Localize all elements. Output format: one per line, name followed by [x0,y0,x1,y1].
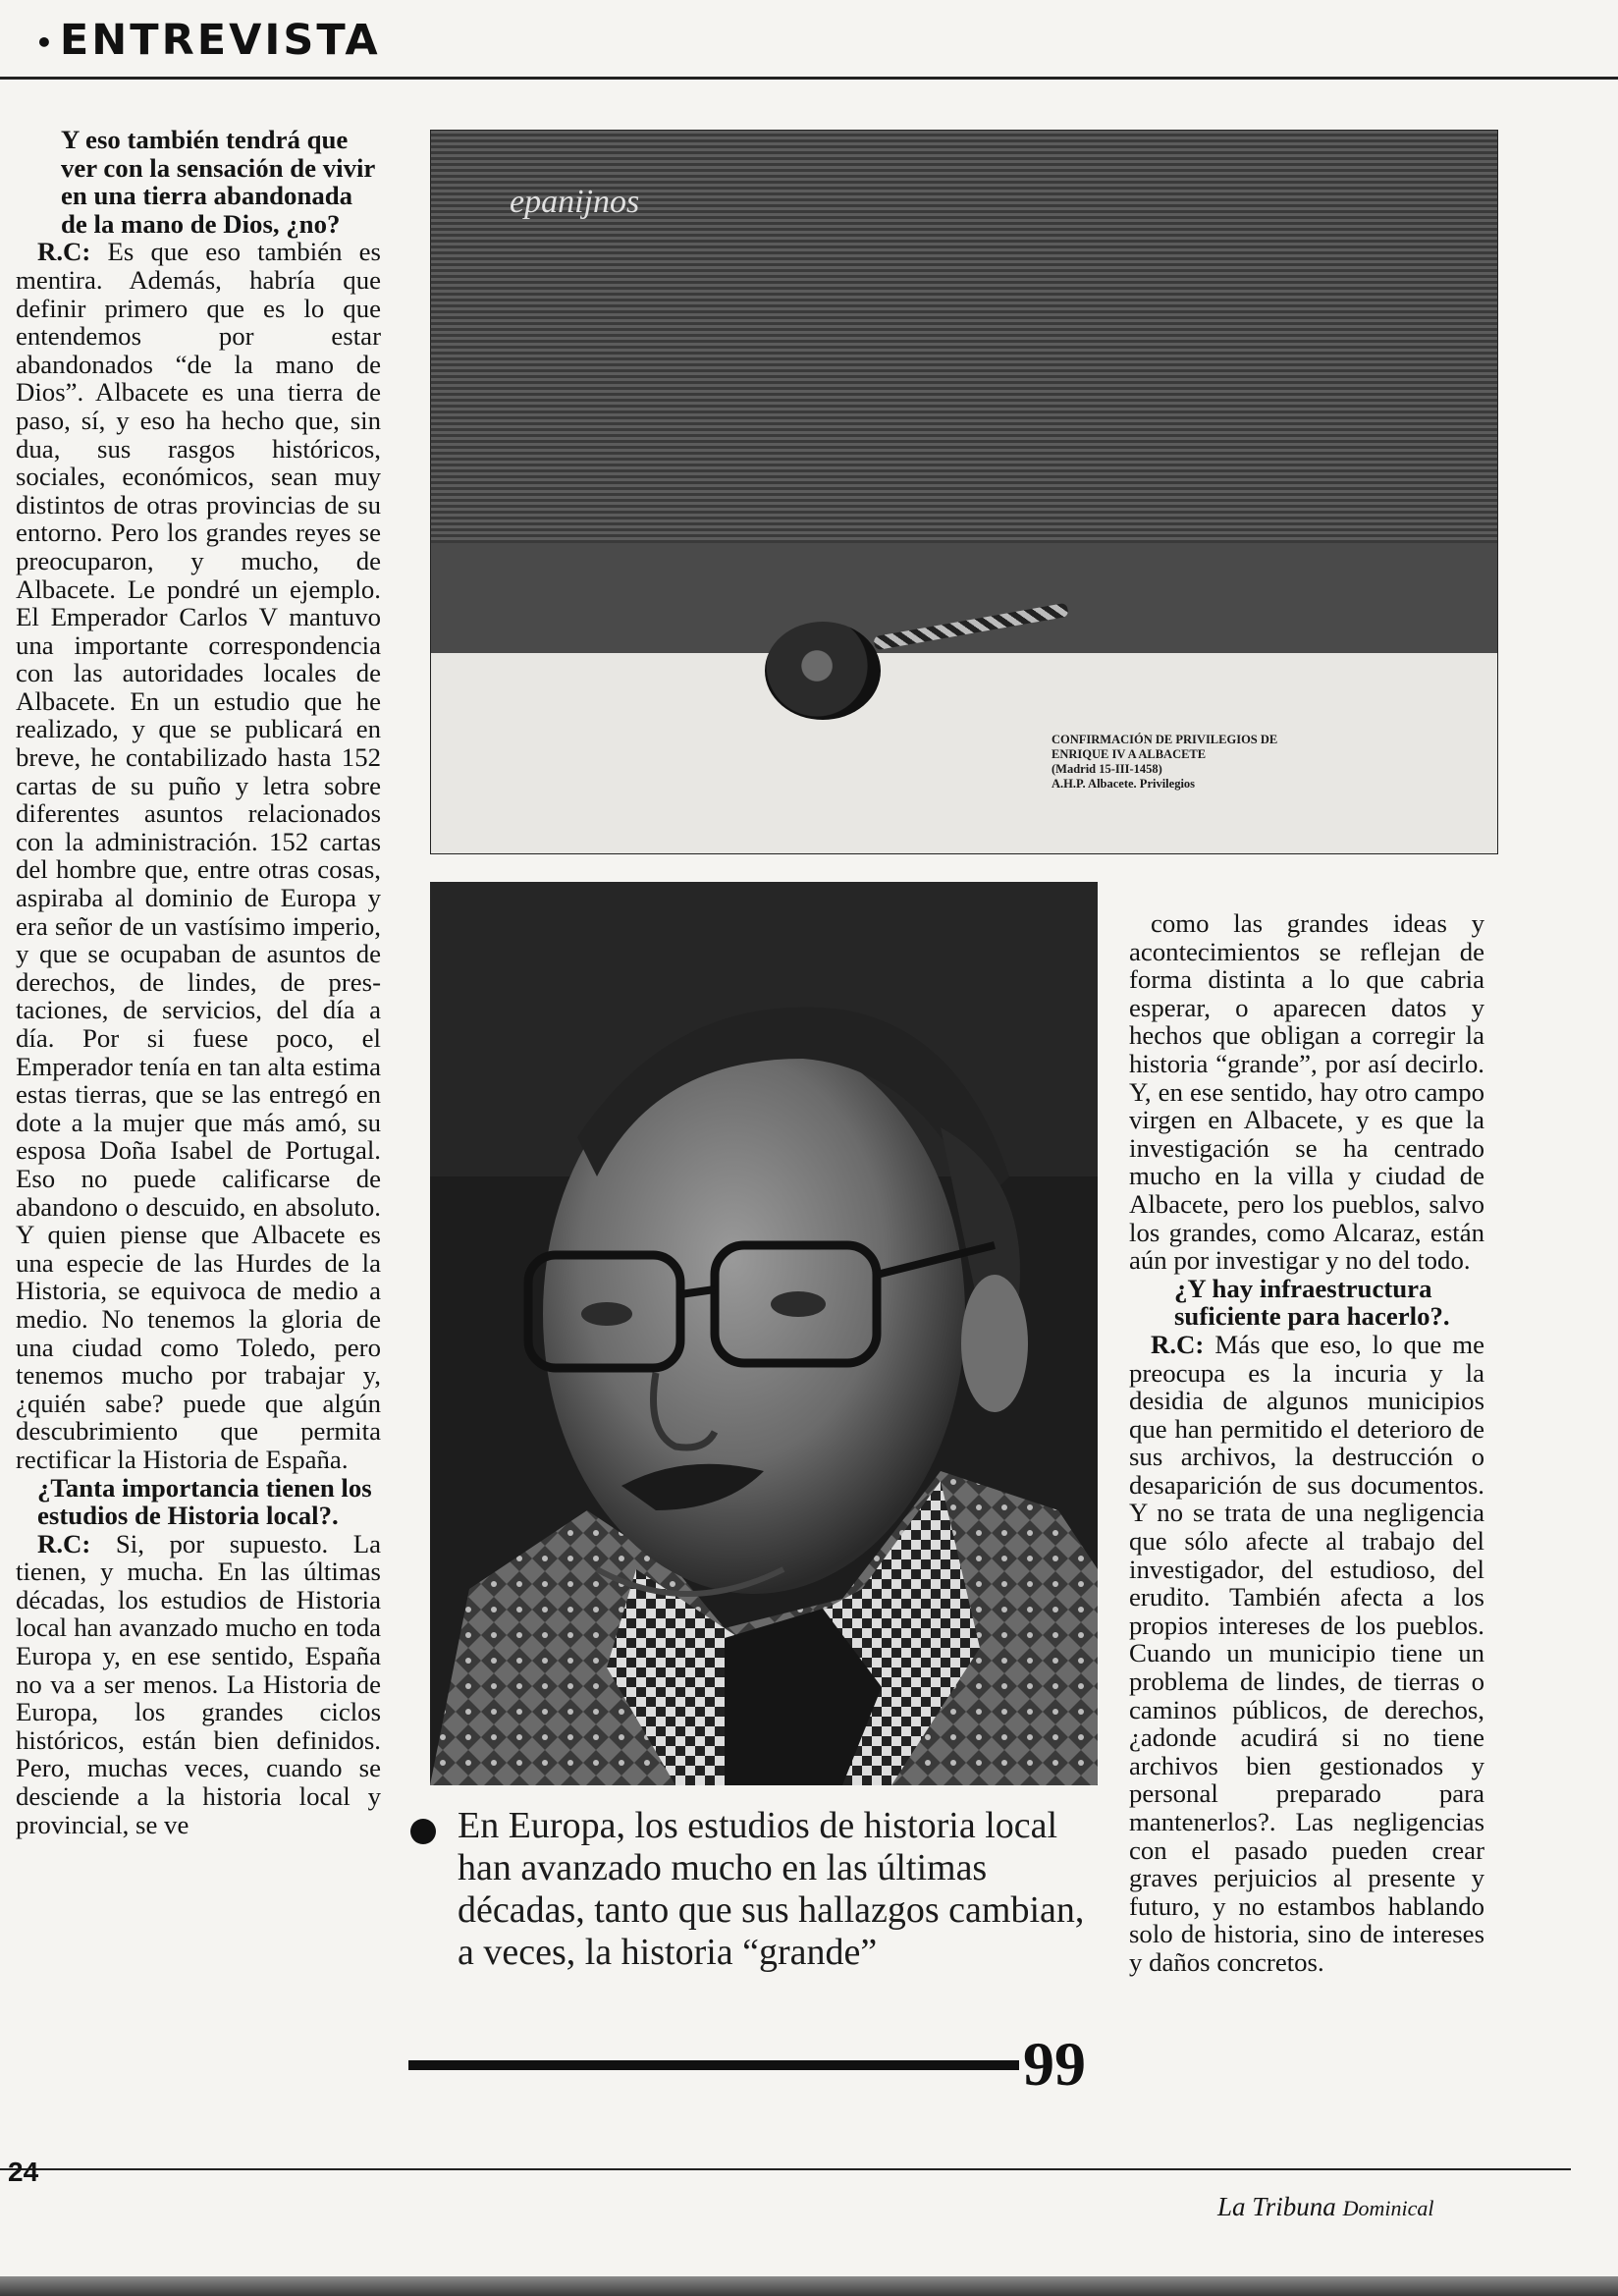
portrait-illustration [430,882,1098,1785]
caption-line: ENRIQUE IV A ALBACETE [1052,747,1207,761]
answer-3 [1129,1331,1484,1977]
continuation-paragraph: como las grandes ideas y acontecimientos se reflejan de forma distinta a lo que cabria esperar, o aparecen datos y hechos que obligan a corregir la historia “grande”, por así decirlo. Y, en ese sentido, hay otro campo virgen en Albacete, y es que la investigación se ha centrado mucho en la villa y ciudad de Albacete, pero los pueblos, salvo los grandes, como Alcaraz, están aún por investigar y no del todo. [1129,908,1484,1276]
closing-quote-mark: 99 [1023,2029,1086,2099]
answer-3-text: Más que eso, lo que me preocupa es la incuria y la desidia de algunos municipios que han permitido el deterioro de sus archivos, la destrucción o desaparición de sus documentos. Y no se trata de una negligencia que sólo afecte al trabajo del investigador, del estudioso, del erudito. También afecta a los propios intereses de los pueblos. Cuando un municipio tiene un problema de lindes, de tierras o caminos públicos, de derechos, ¿adonde acudirá si no tiene archivos bien gestionados y personal preparado para mantenerlos?. Las negligencias con el pasado pueden crear graves perjuicios al presente y futuro, y no estambos hablando solo de historia, sino de intereses y daños concretos. [1129,1329,1484,1977]
answer-1-label: R.C: [37,237,91,267]
scan-edge [0,2276,1618,2296]
answer-3-label: R.C: [1151,1329,1205,1359]
answer-2-label: R.C: [37,1528,91,1558]
answer-2-text: Si, por supuesto. La tienen, y mucha. En las últimas décadas, los estudios de Historia local han avanzado mucho en toda Europa y, en ese sentido, España no va a ser menos. La Historia de Europa, los grandes ciclos históricos, están bien definidos. Pero, muchas veces, cuando se desciende a la historia local y provincial, se ve [16,1528,381,1839]
bullet-icon [410,1819,436,1844]
answer-2 [16,1530,381,1839]
header-bullet: • [35,27,56,59]
pull-quote-text: En Europa, los estudios de historia local han avanzado mucho en las últimas décadas, tanto que sus hallazgos cambian, a veces, la historia “grande” [458,1805,1085,1973]
question-1: Y eso también tendrá que ver con la sensación de vivir en una tierra abandonada de la mano de Dios, ¿no? [61,125,375,239]
document-caption [1052,733,1277,792]
left-column [16,126,381,1838]
question-2: ¿Tanta importancia tienen los estudios de Historia local?. [37,1472,372,1531]
page-number: 24 [8,2157,39,2187]
publication-name [1217,2192,1433,2222]
answer-1 [16,238,381,1473]
caption-line: (Madrid 15-III-1458) [1052,762,1162,776]
right-column [1129,909,1484,1977]
caption-line: CONFIRMACIÓN DE PRIVILEGIOS DE [1052,733,1278,746]
display-board [431,653,1497,853]
section-title: ENTREVISTA [59,16,381,65]
footer-rule [0,2168,1571,2170]
portrait-photo [430,882,1098,1785]
publication-title: La Tribuna [1217,2192,1336,2221]
section-header [35,16,381,65]
parchment-fold [431,543,1497,653]
document-script-word: epanijnos [510,184,640,220]
document-photo [430,130,1498,854]
wax-seal [765,622,881,720]
header-rule [0,77,1618,80]
caption-line: A.H.P. Albacete. Privilegios [1052,777,1196,791]
pull-quote-rule [408,2060,1019,2070]
answer-1-text: Es que eso también es mentira. Además, habría que definir primero que es lo que entendemos por estar abandonados “de la mano de Dios”. Albacete es una tierra de paso, sí, y eso ha hecho que, sin dua, sus rasgos históricos, sociales, económicos, sean muy distintos de otras provincias de su entorno. Pero los grandes reyes se preocuparon, y mucho, de Albacete. Le pondré un ejemplo. El Emperador Carlos V mantuvo una importante correspondencia con las autoridades locales de Albacete. En un estudio que he realizado, y que se publicará en breve, he contabilizado hasta 152 cartas de su puño y letra sobre diferentes asuntos relacionados con la administración. 152 cartas del hombre que, entre otras cosas, aspiraba al dominio de Europa y era señor de un vastísimo imperio, y que se ocupaban de asuntos de derechos, de lindes, de prestaciones, de servicios, del día a día. Por si fuese poco, el Emperador tenía en tan alta estima estas tierras, que se las entregó en dote a la mujer que más amó, su esposa Doña Isabel de Portugal. Eso no puede calificarse de abandono o descuido, en absoluto. Y quien piense que Albacete es una especie de las Hurdes de la Historia, se equivoca de medio a medio. No tenemos la gloria de una ciudad como Toledo, pero tenemos mucho por trabajar y, ¿quién sabe? puede que algún descubrimiento que permita rectificar la Historia de España. [16,237,381,1474]
question-3: ¿Y hay infraestructura suficiente para hacerlo?. [1174,1273,1450,1332]
publication-suffix: Dominical [1342,2196,1434,2220]
